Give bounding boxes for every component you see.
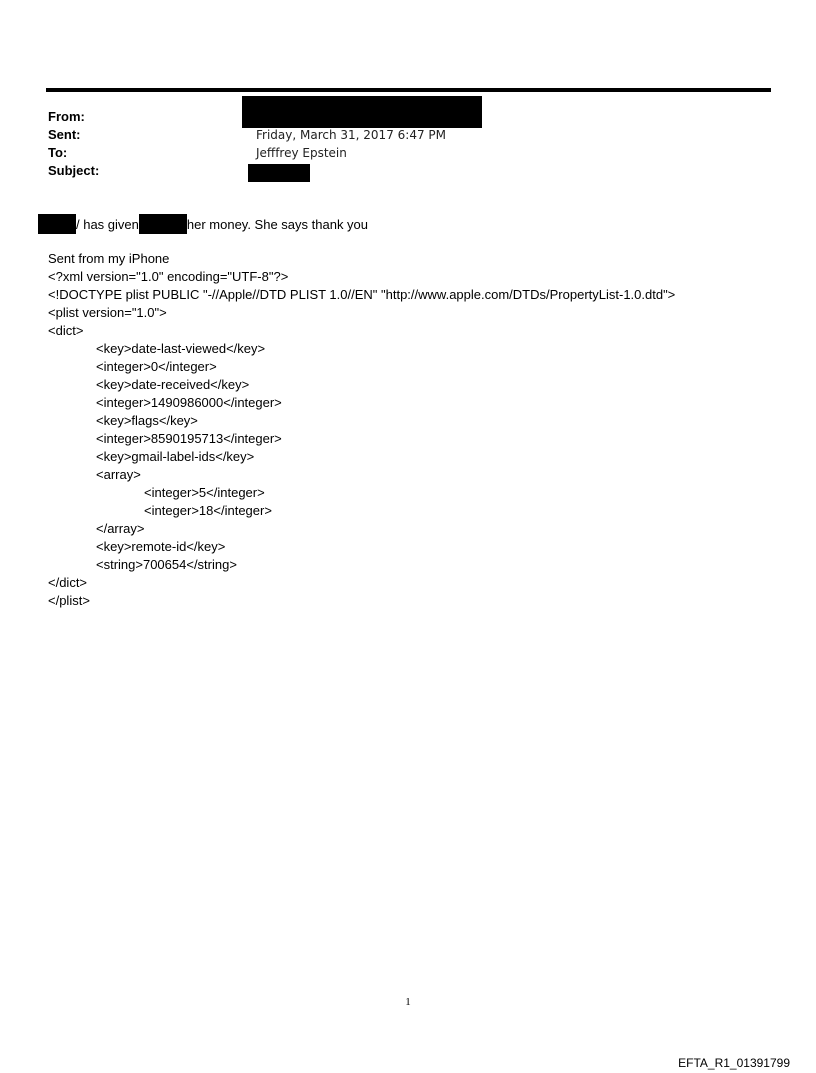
page-number: 1 xyxy=(405,996,411,1008)
redaction-name-1 xyxy=(38,214,76,234)
signature: Sent from my iPhone xyxy=(48,251,170,266)
message-part-1: / has given xyxy=(76,217,139,232)
redaction-name-2 xyxy=(139,214,187,234)
to-row xyxy=(48,144,768,162)
plist-line: </plist> xyxy=(48,593,90,608)
subject-label: Subject: xyxy=(48,163,100,178)
plist-line: <integer>18</integer> xyxy=(144,503,272,518)
email-body xyxy=(48,214,768,610)
plist-line: </dict> xyxy=(48,575,88,590)
plist-line: <key>flags</key> xyxy=(96,413,198,428)
plist-block xyxy=(48,268,768,610)
plist-line: <dict> xyxy=(48,323,84,338)
plist-line: <array> xyxy=(96,467,141,482)
plist-line: </array> xyxy=(96,521,145,536)
sent-value: Friday, March 31, 2017 6:47 PM xyxy=(256,128,446,142)
email-header xyxy=(48,108,768,180)
message-line xyxy=(48,214,768,236)
to-label: To: xyxy=(48,145,68,160)
plist-line: <!DOCTYPE plist PUBLIC "-//Apple//DTD PLIST 1.0//EN" "http://www.apple.com/DTDs/PropertyList-1.0.dtd"> xyxy=(48,287,676,302)
plist-line: <integer>8590195713</integer> xyxy=(96,431,282,446)
header-divider xyxy=(46,88,771,92)
plist-line: <integer>1490986000</integer> xyxy=(96,395,282,410)
plist-line: <string>700654</string> xyxy=(96,557,237,572)
plist-line: <key>remote-id</key> xyxy=(96,539,226,554)
message-part-2: her money. She says thank you xyxy=(186,217,369,232)
sent-row xyxy=(48,126,768,144)
to-value: Jefffrey Epstein xyxy=(256,146,347,160)
sent-label: Sent: xyxy=(48,127,81,142)
plist-line: <integer>5</integer> xyxy=(144,485,265,500)
plist-line: <integer>0</integer> xyxy=(96,359,217,374)
plist-line: <key>gmail-label-ids</key> xyxy=(96,449,255,464)
plist-line: <plist version="1.0"> xyxy=(48,305,167,320)
plist-line: <key>date-received</key> xyxy=(96,377,250,392)
subject-row xyxy=(48,162,768,180)
document-id: EFTA_R1_01391799 xyxy=(678,1056,790,1070)
plist-line: <?xml version="1.0" encoding="UTF-8"?> xyxy=(48,269,289,284)
from-row xyxy=(48,108,768,126)
from-label: From: xyxy=(48,109,85,124)
paragraph-gap xyxy=(48,236,768,250)
plist-line: <key>date-last-viewed</key> xyxy=(96,341,266,356)
